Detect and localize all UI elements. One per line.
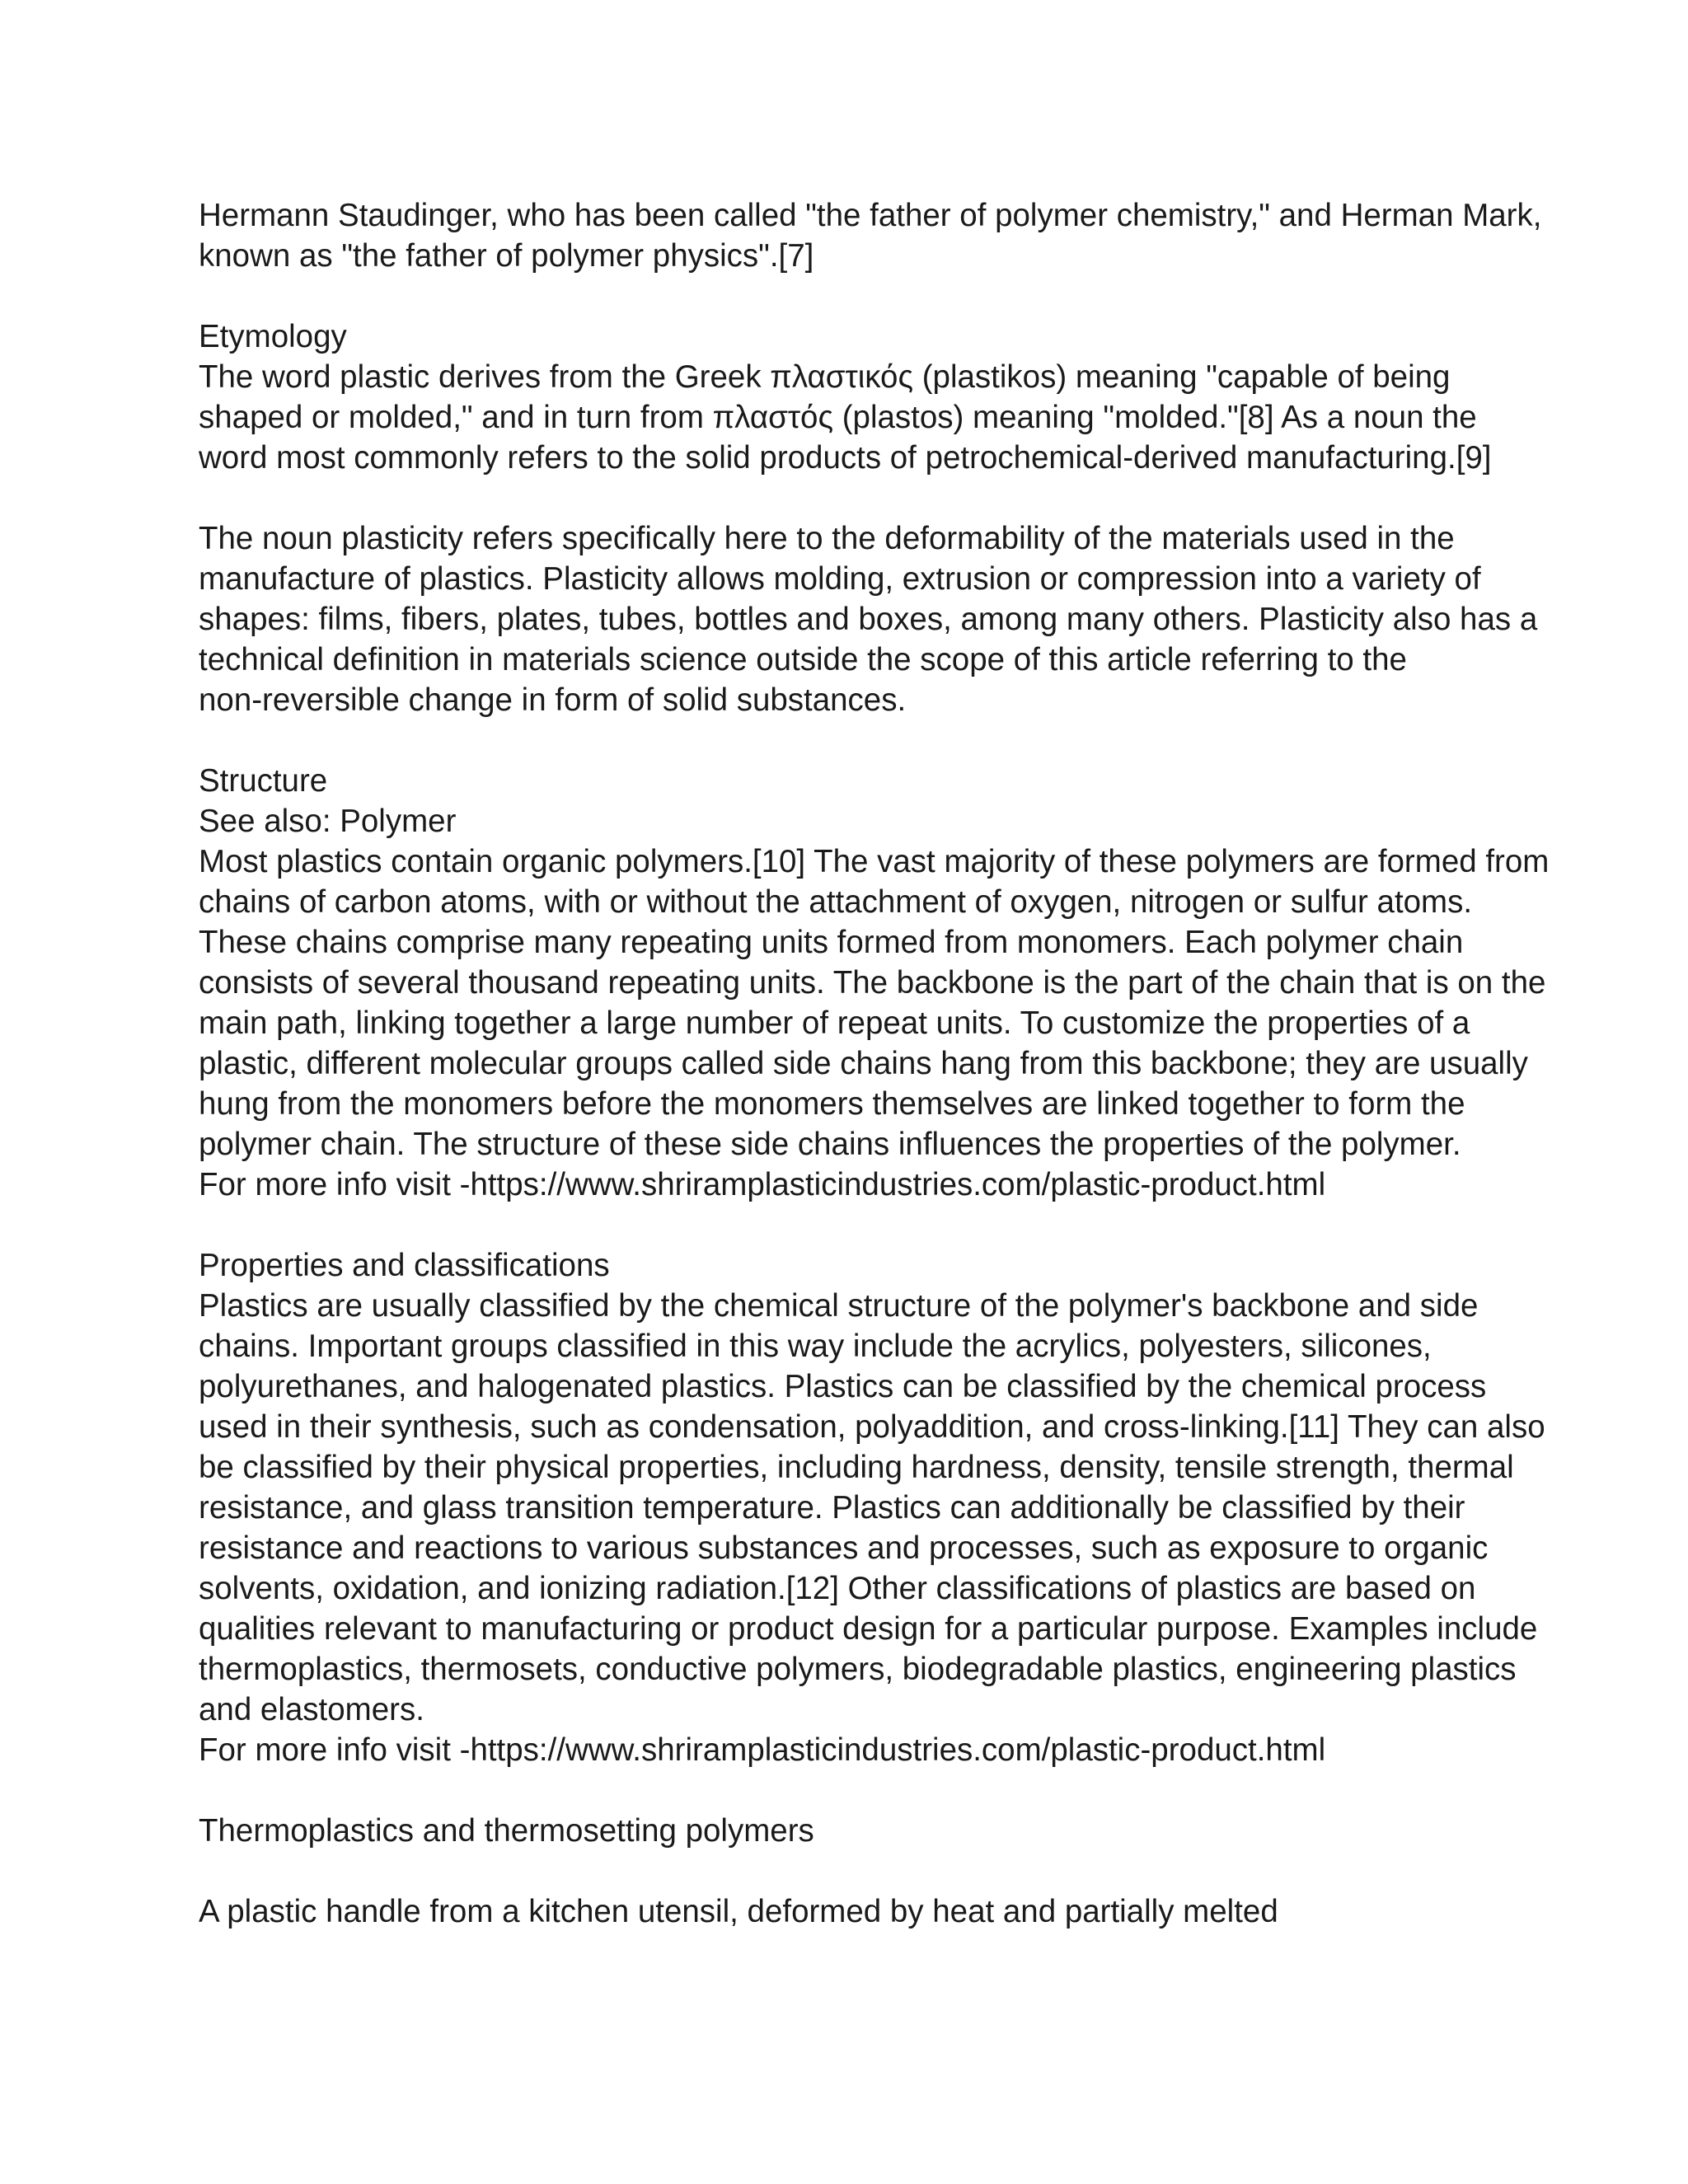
section-heading-etymology: Etymology	[199, 319, 347, 354]
text-line: known as "the father of polymer physics".[7]	[199, 238, 814, 274]
thermoplastics-section	[199, 1811, 1501, 1932]
section-heading-structure: Structure	[199, 763, 328, 799]
text-line: shapes: films, fibers, plates, tubes, bottles and boxes, among many others. Plasticity also has a	[199, 602, 1538, 637]
text-line: The word plastic derives from the Greek πλαστικός (plastikos) meaning "capable of being	[199, 359, 1451, 395]
text-line: and elastomers.	[199, 1692, 424, 1727]
text-line: These chains comprise many repeating units formed from monomers. Each polymer chain	[199, 925, 1464, 960]
intro-paragraph	[199, 195, 1542, 276]
text-line: be classified by their physical properties, including hardness, density, tensile strength, thermal	[199, 1450, 1514, 1485]
text-line: manufacture of plastics. Plasticity allows molding, extrusion or compression into a variety of	[199, 561, 1481, 597]
etymology-section	[199, 316, 1501, 478]
text-line: used in their synthesis, such as condensation, polyaddition, and cross-linking.[11] They can also	[199, 1409, 1545, 1445]
text-line: The noun plasticity refers specifically here to the deformability of the materials used in the	[199, 521, 1455, 556]
see-also-line: See also: Polymer	[199, 804, 457, 839]
text-line: thermoplastics, thermosets, conductive polymers, biodegradable plastics, engineering plastics	[199, 1652, 1517, 1687]
section-heading-properties: Properties and classifications	[199, 1248, 610, 1283]
text-line: technical definition in materials science outside the scope of this article referring to the	[199, 642, 1407, 677]
text-line: shaped or molded," and in turn from πλαστός (plastos) meaning "molded."[8] As a noun the	[199, 400, 1477, 435]
document-page	[199, 195, 1550, 1932]
text-line: resistance and reactions to various substances and processes, such as exposure to organic	[199, 1530, 1489, 1566]
section-heading-thermoplastics: Thermoplastics and thermosetting polymers	[199, 1813, 814, 1849]
text-line: hung from the monomers before the monomers themselves are linked together to form the	[199, 1086, 1465, 1122]
text-line: resistance, and glass transition temperature. Plastics can additionally be classified by their	[199, 1490, 1465, 1526]
more-info-line: For more info visit -https://www.shriramplasticindustries.com/plastic-product.html	[199, 1167, 1326, 1202]
text-line: chains of carbon atoms, with or without the attachment of oxygen, nitrogen or sulfur atoms.	[199, 884, 1473, 920]
text-line: plastic, different molecular groups called side chains hang from this backbone; they are usually	[199, 1046, 1528, 1081]
text-line: solvents, oxidation, and ionizing radiation.[12] Other classifications of plastics are based on	[199, 1571, 1476, 1606]
text-line: qualities relevant to manufacturing or product design for a particular purpose. Examples include	[199, 1611, 1538, 1647]
text-line: consists of several thousand repeating units. The backbone is the part of the chain that is on the	[199, 965, 1546, 1001]
image-caption: A plastic handle from a kitchen utensil, deformed by heat and partially melted	[199, 1894, 1278, 1929]
text-line: Plastics are usually classified by the chemical structure of the polymer's backbone and side	[199, 1288, 1479, 1324]
text-line: word most commonly refers to the solid products of petrochemical-derived manufacturing.[9]	[199, 440, 1492, 476]
properties-section	[199, 1245, 1545, 1770]
text-line: polymer chain. The structure of these side chains influences the properties of the polymer.	[199, 1127, 1461, 1162]
text-line: polyurethanes, and halogenated plastics. Plastics can be classified by the chemical process	[199, 1369, 1487, 1404]
more-info-line: For more info visit -https://www.shriramplasticindustries.com/plastic-product.html	[199, 1732, 1326, 1768]
text-line: Most plastics contain organic polymers.[10] The vast majority of these polymers are formed from	[199, 844, 1550, 879]
text-line: chains. Important groups classified in this way include the acrylics, polyesters, silicones,	[199, 1329, 1432, 1364]
text-line: non-reversible change in form of solid substances.	[199, 682, 907, 718]
text-line: main path, linking together a large number of repeat units. To customize the properties of a	[199, 1005, 1470, 1041]
plasticity-paragraph	[199, 518, 1538, 720]
structure-section	[199, 761, 1550, 1205]
text-line: Hermann Staudinger, who has been called "the father of polymer chemistry," and Herman Mark,	[199, 198, 1542, 233]
